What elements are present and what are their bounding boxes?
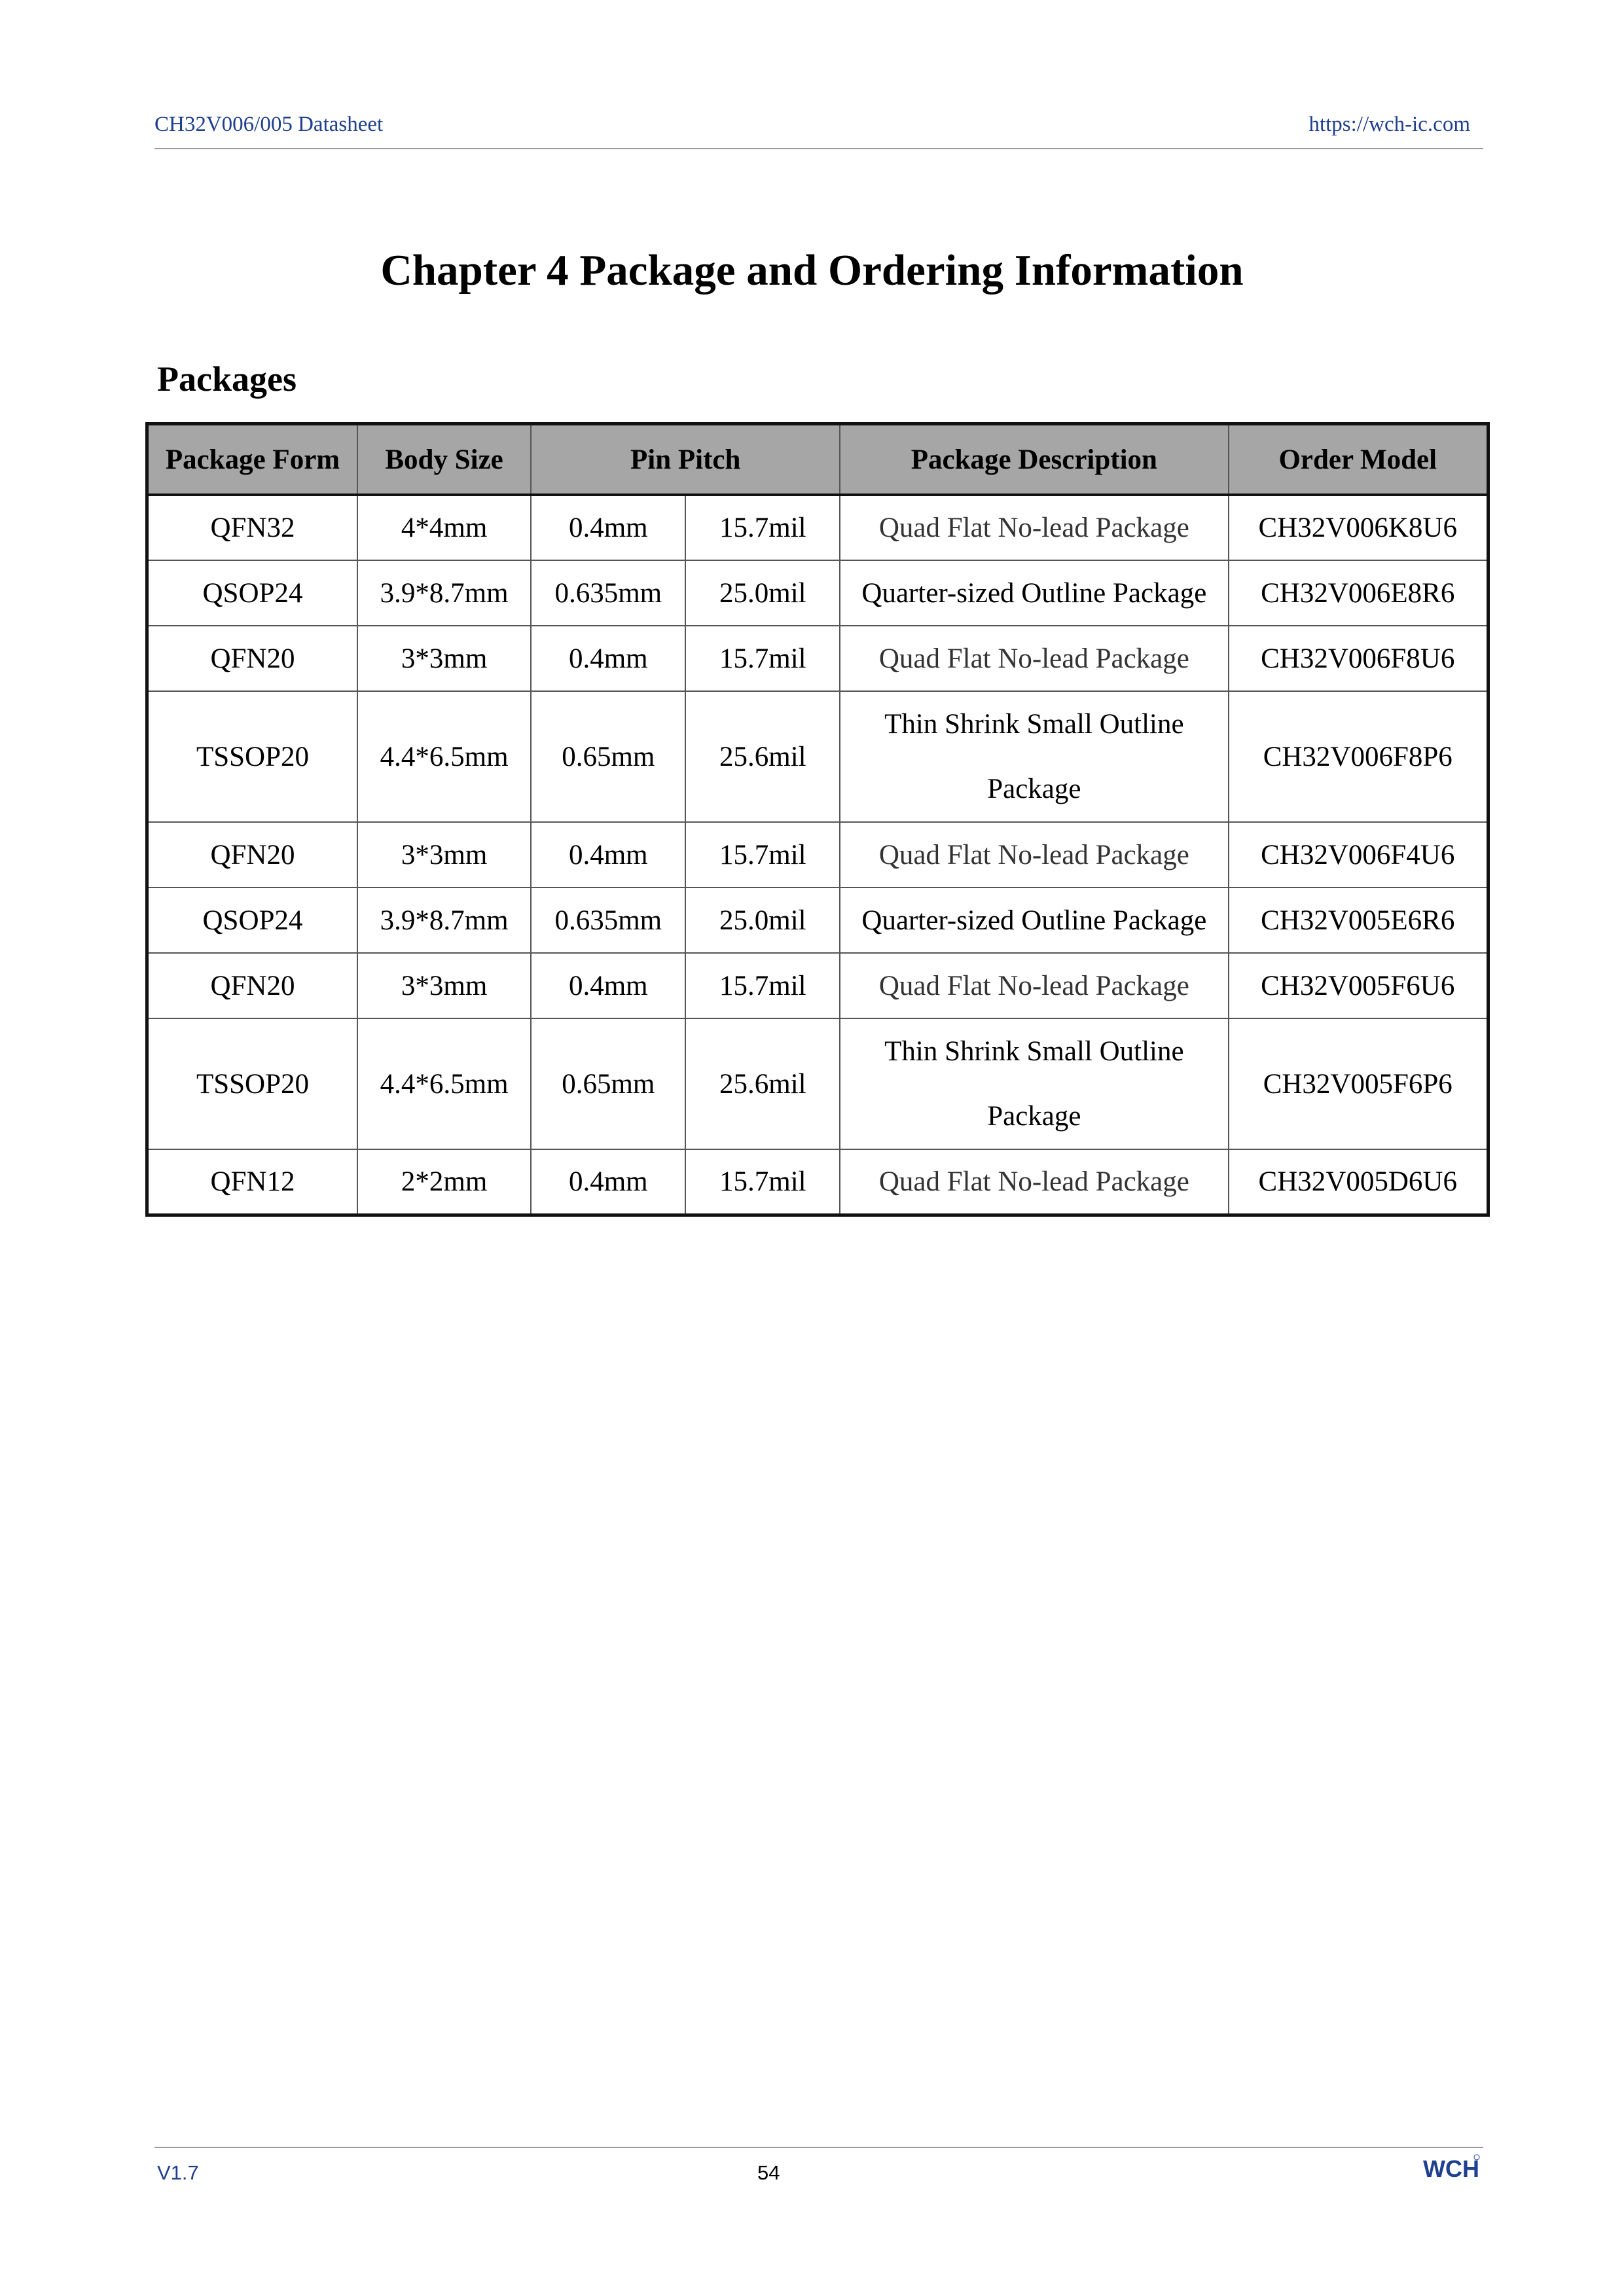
page-header — [154, 113, 1483, 149]
cell-pitch-mm: 0.635mm — [531, 560, 685, 626]
cell-package-form: QFN20 — [147, 953, 357, 1018]
cell-order-model: CH32V006K8U6 — [1229, 495, 1489, 560]
cell-package-form: QSOP24 — [147, 560, 357, 626]
cell-pitch-mil: 25.0mil — [685, 560, 840, 626]
cell-body-size: 2*2mm — [357, 1149, 531, 1215]
table-row — [147, 560, 1489, 626]
cell-pitch-mil: 15.7mil — [685, 953, 840, 1018]
website-url[interactable]: https://wch-ic.com — [1308, 113, 1470, 136]
cell-body-size: 3*3mm — [357, 626, 531, 691]
cell-package-description: Quarter-sized Outline Package — [840, 560, 1228, 626]
table-row — [147, 626, 1489, 691]
cell-package-form: TSSOP20 — [147, 1018, 357, 1149]
cell-package-form: QFN32 — [147, 495, 357, 560]
cell-package-form: QFN20 — [147, 822, 357, 888]
cell-package-description: Quarter-sized Outline Package — [840, 888, 1228, 953]
page-number: 54 — [757, 2161, 780, 2184]
cell-pitch-mm: 0.4mm — [531, 495, 685, 560]
table-row — [147, 495, 1489, 560]
cell-body-size: 3.9*8.7mm — [357, 888, 531, 953]
cell-package-form: QSOP24 — [147, 888, 357, 953]
header-package-description: Package Description — [840, 424, 1228, 495]
cell-package-form: QFN12 — [147, 1149, 357, 1215]
cell-order-model: CH32V005E6R6 — [1229, 888, 1489, 953]
section-title: Packages — [157, 359, 297, 399]
packages-table — [145, 422, 1490, 1217]
cell-order-model: CH32V006F4U6 — [1229, 822, 1489, 888]
cell-package-form: TSSOP20 — [147, 691, 357, 822]
cell-pitch-mil: 15.7mil — [685, 495, 840, 560]
table-header-row — [147, 424, 1489, 495]
cell-pitch-mil: 15.7mil — [685, 822, 840, 888]
table-row — [147, 888, 1489, 953]
header-body-size: Body Size — [357, 424, 531, 495]
cell-package-description: Quad Flat No-lead Package — [840, 822, 1228, 888]
cell-order-model: CH32V005F6U6 — [1229, 953, 1489, 1018]
cell-pitch-mm: 0.4mm — [531, 1149, 685, 1215]
cell-order-model: CH32V005D6U6 — [1229, 1149, 1489, 1215]
cell-pitch-mil: 15.7mil — [685, 1149, 840, 1215]
header-package-form: Package Form — [147, 424, 357, 495]
table-row — [147, 953, 1489, 1018]
cell-pitch-mm: 0.4mm — [531, 822, 685, 888]
cell-body-size: 4.4*6.5mm — [357, 691, 531, 822]
cell-order-model: CH32V006F8P6 — [1229, 691, 1489, 822]
cell-package-form: QFN20 — [147, 626, 357, 691]
cell-package-description: Quad Flat No-lead Package — [840, 953, 1228, 1018]
cell-package-description: Quad Flat No-lead Package — [840, 1149, 1228, 1215]
table-row — [147, 1149, 1489, 1215]
cell-body-size: 4*4mm — [357, 495, 531, 560]
cell-pitch-mm: 0.65mm — [531, 691, 685, 822]
wch-logo-icon — [1422, 2152, 1481, 2182]
cell-package-description: Quad Flat No-lead Package — [840, 626, 1228, 691]
footer-divider — [154, 2147, 1483, 2148]
chapter-title: Chapter 4 Package and Ordering Information — [380, 246, 1244, 295]
cell-body-size: 3*3mm — [357, 953, 531, 1018]
cell-body-size: 4.4*6.5mm — [357, 1018, 531, 1149]
cell-body-size: 3.9*8.7mm — [357, 560, 531, 626]
table-row — [147, 691, 1489, 822]
cell-pitch-mm: 0.65mm — [531, 1018, 685, 1149]
cell-body-size: 3*3mm — [357, 822, 531, 888]
header-pin-pitch: Pin Pitch — [531, 424, 840, 495]
cell-order-model: CH32V005F6P6 — [1229, 1018, 1489, 1149]
cell-package-description: Thin Shrink Small Outline Package — [840, 691, 1228, 822]
table-row — [147, 822, 1489, 888]
table-row — [147, 1018, 1489, 1149]
cell-pitch-mm: 0.4mm — [531, 953, 685, 1018]
cell-package-description: Thin Shrink Small Outline Package — [840, 1018, 1228, 1149]
cell-pitch-mil: 25.0mil — [685, 888, 840, 953]
document-title: CH32V006/005 Datasheet — [154, 113, 384, 136]
wch-logo-text: WCH — [1423, 2155, 1479, 2182]
cell-package-description: Quad Flat No-lead Package — [840, 495, 1228, 560]
cell-pitch-mil: 25.6mil — [685, 1018, 840, 1149]
cell-pitch-mm: 0.4mm — [531, 626, 685, 691]
cell-pitch-mil: 25.6mil — [685, 691, 840, 822]
cell-order-model: CH32V006F8U6 — [1229, 626, 1489, 691]
header-order-model: Order Model — [1229, 424, 1489, 495]
cell-pitch-mil: 15.7mil — [685, 626, 840, 691]
footer-version: V1.7 — [157, 2161, 199, 2184]
cell-order-model: CH32V006E8R6 — [1229, 560, 1489, 626]
cell-pitch-mm: 0.635mm — [531, 888, 685, 953]
